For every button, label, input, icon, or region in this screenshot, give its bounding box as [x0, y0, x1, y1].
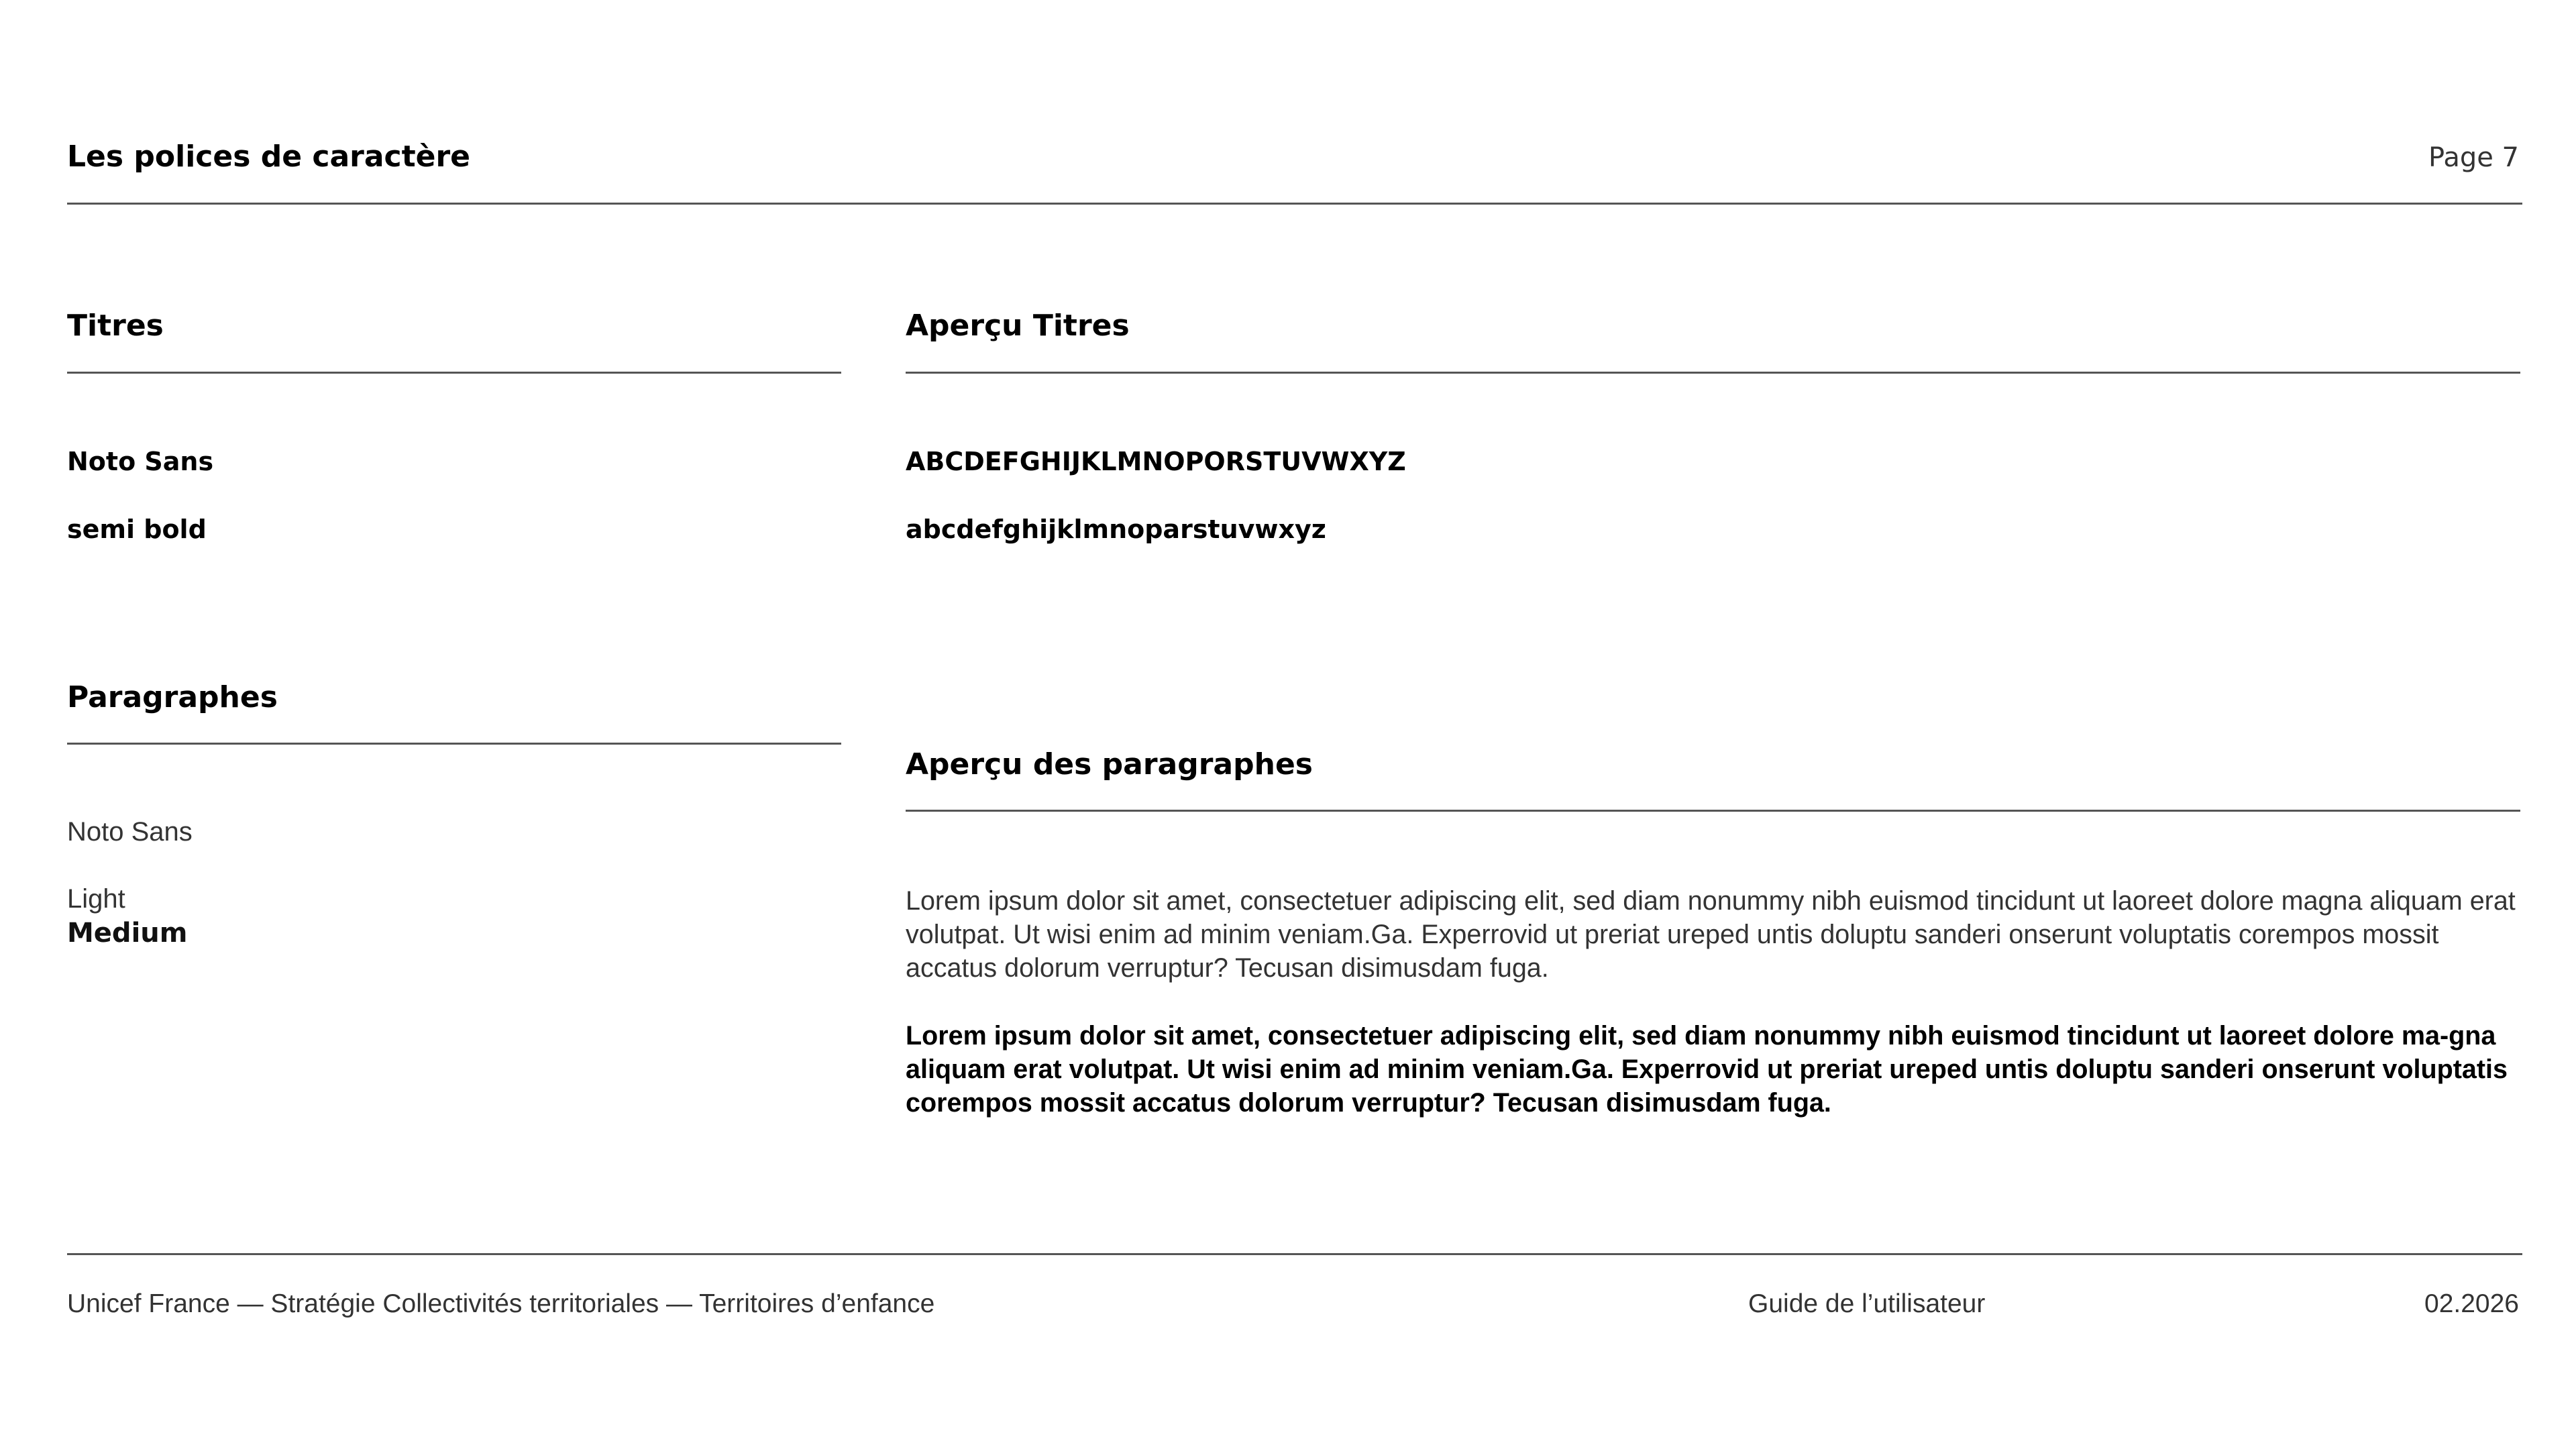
- paragraphs-heading: Paragraphes: [67, 680, 278, 714]
- titles-font-weight: semi bold: [67, 515, 207, 544]
- paragraphs-weight-medium: Medium: [67, 918, 188, 949]
- paragraphs-preview-divider: [906, 810, 2520, 812]
- header-divider: [67, 203, 2522, 205]
- titles-preview-heading: Aperçu Titres: [906, 309, 1130, 343]
- titles-preview-divider: [906, 372, 2520, 374]
- paragraphs-preview-heading: Aperçu des paragraphes: [906, 747, 1313, 782]
- page-number: Page 7: [2428, 142, 2519, 173]
- paragraphs-weight-light: Light: [67, 884, 125, 914]
- titles-preview-lowercase: abcdefghijklmnoparstuvwxyz: [906, 515, 1326, 544]
- footer-date: 02.2026: [2424, 1289, 2519, 1318]
- footer-divider: [67, 1253, 2522, 1255]
- footer-guide: Guide de l’utilisateur: [1748, 1289, 1986, 1318]
- titles-heading: Titres: [67, 309, 164, 343]
- titles-font-name: Noto Sans: [67, 447, 214, 476]
- paragraphs-divider: [67, 743, 841, 745]
- paragraph-sample-light: Lorem ipsum dolor sit amet, consectetuer adipiscing elit, sed diam nonummy nibh euismod tincidunt ut laoreet dolore magna aliquam erat volutpat. Ut wisi enim ad minim veniam.Ga. Experrovid ut preriat ureped untis doluptu sanderi onserunt voluptatis corempos mossit accatus dolorum verruptur? Tecusan disimusdam fuga.: [906, 886, 2516, 983]
- paragraphs-font-name: Noto Sans: [67, 817, 193, 847]
- titles-divider: [67, 372, 841, 374]
- page-title: Les polices de caractère: [67, 140, 471, 174]
- footer-organization: Unicef France — Stratégie Collectivités territoriales — Territoires d’enfance: [67, 1289, 935, 1318]
- titles-preview-uppercase: ABCDEFGHIJKLMNOPORSTUVWXYZ: [906, 447, 1406, 476]
- paragraph-sample-medium: Lorem ipsum dolor sit amet, consectetuer adipiscing elit, sed diam nonummy nibh euismod tincidunt ut laoreet dolore ma-gna aliquam erat volutpat. Ut wisi enim ad minim veniam.Ga. Experrovid ut preriat ureped untis doluptu sanderi onserunt voluptatis corempos mossit accatus dolorum verruptur? Tecusan disimusdam fuga.: [906, 1021, 2508, 1118]
